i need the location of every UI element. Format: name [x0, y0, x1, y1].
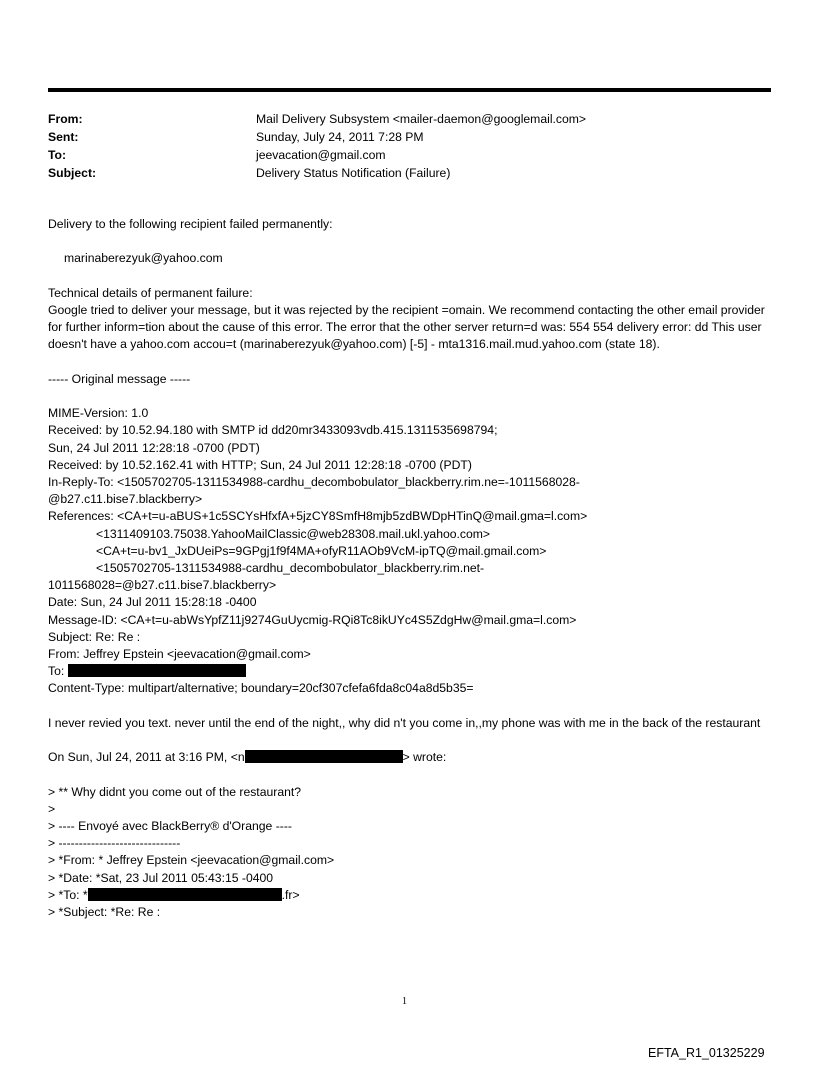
on-wrote-line: [48, 749, 774, 766]
sent-value: Sunday, July 24, 2011 7:28 PM: [256, 130, 424, 144]
quote-line-4: > ------------------------------: [48, 836, 181, 851]
from-label: From:: [48, 112, 83, 126]
content-type: Content-Type: multipart/alternative; boundary=20cf307cfefa6fda8c04a8d5b35=: [48, 681, 474, 696]
in-reply-to: In-Reply-To: <1505702705-1311534988-cardhu_decombobulator_blackberry.rim.ne=-1011568028-: [48, 474, 580, 489]
quote-line-7: [48, 887, 774, 904]
sent-label: Sent:: [48, 130, 79, 144]
date-header: Date: Sun, 24 Jul 2011 15:28:18 -0400: [48, 595, 257, 610]
subject-value: Delivery Status Notification (Failure): [256, 166, 451, 180]
message-text: I never revied you text. never until the end of the night,, why did n't you come in,,my phone was with me in the back of the restaurant: [48, 715, 761, 730]
from-header: From: Jeffrey Epstein <jeevacation@gmail.com>: [48, 647, 311, 662]
original-message-marker: ----- Original message -----: [48, 371, 191, 386]
quote-line-6: > *Date: *Sat, 23 Jul 2011 05:43:15 -0400: [48, 870, 274, 885]
quote-to-suffix: .fr>: [281, 887, 300, 902]
header-divider: [48, 88, 771, 92]
received-line-1-date: Sun, 24 Jul 2011 12:28:18 -0700 (PDT): [48, 440, 260, 455]
redaction-bar: [68, 664, 246, 677]
received-line-2: Received: by 10.52.162.41 with HTTP; Sun, 24 Jul 2011 12:28:18 -0700 (PDT): [48, 457, 472, 472]
intro-text: Delivery to the following recipient failed permanently:: [48, 217, 333, 231]
to-prefix: To:: [48, 664, 65, 679]
page-number: 1: [402, 996, 407, 1007]
on-prefix: On Sun, Jul 24, 2011 at 3:16 PM, <n: [48, 750, 245, 765]
redaction-bar: [88, 888, 282, 901]
quote-line-1: > ** Why didnt you come out of the restaurant?: [48, 784, 302, 799]
from-value: Mail Delivery Subsystem <mailer-daemon@googlemail.com>: [256, 112, 587, 126]
to-label: To:: [48, 148, 67, 162]
to-header: [48, 663, 774, 680]
quote-to-prefix: > *To: *: [48, 887, 88, 902]
in-reply-to-cont: @b27.c11.bise7.blackberry>: [48, 492, 203, 507]
subject-header: Subject: Re: Re :: [48, 629, 141, 644]
redaction-bar: [245, 750, 403, 763]
subject-label: Subject:: [48, 166, 97, 180]
references-4: <1505702705-1311534988-cardhu_decombobulator_blackberry.rim.net-: [96, 561, 485, 575]
tech-heading: Technical details of permanent failure:: [48, 285, 253, 300]
quote-line-3: > ---- Envoyé avec BlackBerry® d'Orange ----: [48, 819, 292, 833]
references-5: 1011568028=@b27.c11.bise7.blackberry>: [48, 578, 277, 593]
to-value: jeevacation@gmail.com: [256, 148, 386, 162]
references-1: References: <CA+t=u-aBUS+1c5SCYsHfxfA+5jzCY8SmfH8mjb5zdBWDpHTinQ@mail.gma=l.com>: [48, 509, 588, 524]
received-line-1: Received: by 10.52.94.180 with SMTP id dd20mr3433093vdb.415.1311535698794;: [48, 423, 498, 438]
references-2: <1311409103.75038.YahooMailClassic@web28308.mail.ukl.yahoo.com>: [96, 526, 491, 541]
mime-version: MIME-Version: 1.0: [48, 406, 149, 421]
document-id: EFTA_R1_01325229: [648, 1046, 765, 1060]
on-suffix: > wrote:: [402, 750, 447, 765]
quote-line-5: > *From: * Jeffrey Epstein <jeevacation@gmail.com>: [48, 853, 335, 868]
message-id: Message-ID: <CA+t=u-abWsYpfZ11j9274GuUycmig-RQi8Tc8ikUYc4S5ZdgHw@mail.gma=l.com>: [48, 612, 577, 627]
tech-details: Google tried to deliver your message, but it was rejected by the recipient =omain. We recommend contacting the other email provider for further inform=tion about the cause of this error. The error that the other server return=d was: 554 554 delivery error: dd This user doesn't have a yahoo.com accou=t (marinaberezyuk@yahoo.com) [-5] - mta1316.mail.mud.yahoo.com (state 18).: [48, 302, 765, 352]
references-3: <CA+t=u-bv1_JxDUeiPs=9GPgj1f9f4MA+ofyR11AOb9VcM-ipTQ@mail.gmail.com>: [96, 543, 547, 558]
quote-line-2: >: [48, 801, 56, 816]
quote-line-8: > *Subject: *Re: Re :: [48, 905, 161, 920]
email-body: [48, 216, 774, 921]
failed-recipient: marinaberezyuk@yahoo.com: [64, 251, 223, 266]
